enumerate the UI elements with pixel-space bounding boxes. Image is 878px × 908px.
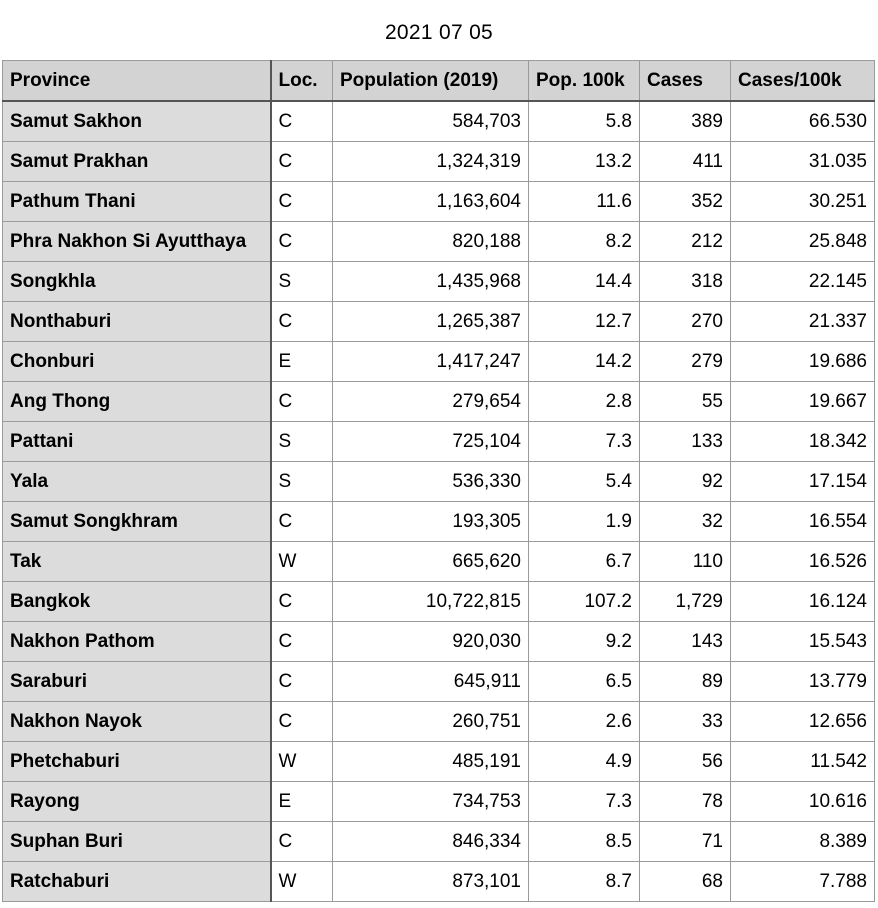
location-cell: C xyxy=(271,582,333,622)
cases-per-100k-cell: 21.337 xyxy=(731,302,875,342)
table-row[interactable] xyxy=(3,742,875,782)
pop-100k-cell: 14.4 xyxy=(529,262,640,302)
cases-cell: 56 xyxy=(640,742,731,782)
province-cell: Nakhon Nayok xyxy=(3,702,271,742)
pop-100k-cell: 8.5 xyxy=(529,822,640,862)
population-cell: 820,188 xyxy=(333,222,529,262)
cases-per-100k-cell: 18.342 xyxy=(731,422,875,462)
location-cell: C xyxy=(271,101,333,142)
table-row[interactable] xyxy=(3,222,875,262)
data-table xyxy=(2,60,875,902)
province-cell: Suphan Buri xyxy=(3,822,271,862)
pop-100k-cell: 9.2 xyxy=(529,622,640,662)
cases-per-100k-cell: 22.145 xyxy=(731,262,875,302)
table-row[interactable] xyxy=(3,422,875,462)
pop-100k-cell: 13.2 xyxy=(529,142,640,182)
table-row[interactable] xyxy=(3,382,875,422)
table-row[interactable] xyxy=(3,582,875,622)
pop-100k-cell: 8.7 xyxy=(529,862,640,902)
location-cell: S xyxy=(271,462,333,502)
cases-per-100k-cell: 16.124 xyxy=(731,582,875,622)
province-cell: Samut Prakhan xyxy=(3,142,271,182)
cases-per-100k-cell: 11.542 xyxy=(731,742,875,782)
pop-100k-cell: 7.3 xyxy=(529,782,640,822)
cases-cell: 33 xyxy=(640,702,731,742)
column-header-cases-per-100k[interactable]: Cases/100k xyxy=(731,61,875,102)
pop-100k-cell: 12.7 xyxy=(529,302,640,342)
province-cell: Ratchaburi xyxy=(3,862,271,902)
cases-cell: 270 xyxy=(640,302,731,342)
table-row[interactable] xyxy=(3,542,875,582)
province-cell: Samut Songkhram xyxy=(3,502,271,542)
column-header-population[interactable]: Population (2019) xyxy=(333,61,529,102)
population-cell: 1,417,247 xyxy=(333,342,529,382)
page-title: 2021 07 05 xyxy=(384,21,494,44)
cases-per-100k-cell: 66.530 xyxy=(731,101,875,142)
cases-cell: 89 xyxy=(640,662,731,702)
location-cell: C xyxy=(271,622,333,662)
population-cell: 1,265,387 xyxy=(333,302,529,342)
table-row[interactable] xyxy=(3,502,875,542)
cases-per-100k-cell: 12.656 xyxy=(731,702,875,742)
province-cell: Pattani xyxy=(3,422,271,462)
location-cell: C xyxy=(271,222,333,262)
cases-cell: 352 xyxy=(640,182,731,222)
pop-100k-cell: 8.2 xyxy=(529,222,640,262)
province-cell: Saraburi xyxy=(3,662,271,702)
cases-cell: 318 xyxy=(640,262,731,302)
cases-per-100k-cell: 7.788 xyxy=(731,862,875,902)
table-row[interactable] xyxy=(3,342,875,382)
province-cell: Phetchaburi xyxy=(3,742,271,782)
population-cell: 1,435,968 xyxy=(333,262,529,302)
table-row[interactable] xyxy=(3,262,875,302)
pop-100k-cell: 7.3 xyxy=(529,422,640,462)
cases-cell: 133 xyxy=(640,422,731,462)
cases-per-100k-cell: 25.848 xyxy=(731,222,875,262)
population-cell: 920,030 xyxy=(333,622,529,662)
population-cell: 645,911 xyxy=(333,662,529,702)
column-header-cases[interactable]: Cases xyxy=(640,61,731,102)
table-row[interactable] xyxy=(3,182,875,222)
province-cell: Ang Thong xyxy=(3,382,271,422)
province-cell: Yala xyxy=(3,462,271,502)
cases-per-100k-cell: 30.251 xyxy=(731,182,875,222)
column-header-location[interactable]: Loc. xyxy=(271,61,333,102)
location-cell: C xyxy=(271,382,333,422)
province-cell: Nonthaburi xyxy=(3,302,271,342)
location-cell: C xyxy=(271,702,333,742)
population-cell: 725,104 xyxy=(333,422,529,462)
location-cell: C xyxy=(271,302,333,342)
province-cell: Rayong xyxy=(3,782,271,822)
population-cell: 10,722,815 xyxy=(333,582,529,622)
population-cell: 584,703 xyxy=(333,101,529,142)
population-cell: 873,101 xyxy=(333,862,529,902)
location-cell: C xyxy=(271,502,333,542)
cases-cell: 279 xyxy=(640,342,731,382)
table-row[interactable] xyxy=(3,702,875,742)
table-row[interactable] xyxy=(3,101,875,142)
population-cell: 846,334 xyxy=(333,822,529,862)
cases-per-100k-cell: 17.154 xyxy=(731,462,875,502)
column-header-pop-100k[interactable]: Pop. 100k xyxy=(529,61,640,102)
pop-100k-cell: 11.6 xyxy=(529,182,640,222)
province-cell: Samut Sakhon xyxy=(3,101,271,142)
location-cell: E xyxy=(271,342,333,382)
cases-cell: 389 xyxy=(640,101,731,142)
cases-cell: 55 xyxy=(640,382,731,422)
header-row xyxy=(3,61,875,102)
cases-per-100k-cell: 13.779 xyxy=(731,662,875,702)
province-cell: Bangkok xyxy=(3,582,271,622)
cases-cell: 92 xyxy=(640,462,731,502)
pop-100k-cell: 6.7 xyxy=(529,542,640,582)
cases-per-100k-cell: 19.686 xyxy=(731,342,875,382)
population-cell: 279,654 xyxy=(333,382,529,422)
location-cell: S xyxy=(271,422,333,462)
pop-100k-cell: 4.9 xyxy=(529,742,640,782)
table-row[interactable] xyxy=(3,822,875,862)
cases-cell: 143 xyxy=(640,622,731,662)
cases-per-100k-cell: 8.389 xyxy=(731,822,875,862)
location-cell: W xyxy=(271,862,333,902)
population-cell: 485,191 xyxy=(333,742,529,782)
cases-cell: 32 xyxy=(640,502,731,542)
location-cell: C xyxy=(271,662,333,702)
province-cell: Pathum Thani xyxy=(3,182,271,222)
population-cell: 665,620 xyxy=(333,542,529,582)
cases-cell: 411 xyxy=(640,142,731,182)
cases-cell: 212 xyxy=(640,222,731,262)
population-cell: 260,751 xyxy=(333,702,529,742)
location-cell: W xyxy=(271,742,333,782)
province-cell: Chonburi xyxy=(3,342,271,382)
cases-per-100k-cell: 16.526 xyxy=(731,542,875,582)
province-cell: Songkhla xyxy=(3,262,271,302)
pop-100k-cell: 2.8 xyxy=(529,382,640,422)
pop-100k-cell: 5.8 xyxy=(529,101,640,142)
province-cell: Tak xyxy=(3,542,271,582)
table-body xyxy=(3,101,875,902)
location-cell: E xyxy=(271,782,333,822)
province-cell: Phra Nakhon Si Ayutthaya xyxy=(3,222,271,262)
table-row[interactable] xyxy=(3,662,875,702)
location-cell: S xyxy=(271,262,333,302)
cases-cell: 71 xyxy=(640,822,731,862)
pop-100k-cell: 1.9 xyxy=(529,502,640,542)
table-row[interactable] xyxy=(3,302,875,342)
pop-100k-cell: 5.4 xyxy=(529,462,640,502)
population-cell: 536,330 xyxy=(333,462,529,502)
table-row[interactable] xyxy=(3,462,875,502)
location-cell: C xyxy=(271,182,333,222)
location-cell: C xyxy=(271,822,333,862)
cases-cell: 78 xyxy=(640,782,731,822)
population-cell: 1,324,319 xyxy=(333,142,529,182)
population-cell: 734,753 xyxy=(333,782,529,822)
cases-per-100k-cell: 15.543 xyxy=(731,622,875,662)
cases-per-100k-cell: 10.616 xyxy=(731,782,875,822)
pop-100k-cell: 6.5 xyxy=(529,662,640,702)
cases-cell: 1,729 xyxy=(640,582,731,622)
province-cell: Nakhon Pathom xyxy=(3,622,271,662)
location-cell: C xyxy=(271,142,333,182)
population-cell: 193,305 xyxy=(333,502,529,542)
pop-100k-cell: 14.2 xyxy=(529,342,640,382)
table-row[interactable] xyxy=(3,142,875,182)
cases-cell: 68 xyxy=(640,862,731,902)
cases-per-100k-cell: 31.035 xyxy=(731,142,875,182)
cases-per-100k-cell: 19.667 xyxy=(731,382,875,422)
table-row[interactable] xyxy=(3,622,875,662)
cases-cell: 110 xyxy=(640,542,731,582)
pop-100k-cell: 2.6 xyxy=(529,702,640,742)
table-row[interactable] xyxy=(3,782,875,822)
table-row[interactable] xyxy=(3,862,875,902)
location-cell: W xyxy=(271,542,333,582)
column-header-province[interactable]: Province xyxy=(3,61,271,102)
population-cell: 1,163,604 xyxy=(333,182,529,222)
cases-per-100k-cell: 16.554 xyxy=(731,502,875,542)
pop-100k-cell: 107.2 xyxy=(529,582,640,622)
